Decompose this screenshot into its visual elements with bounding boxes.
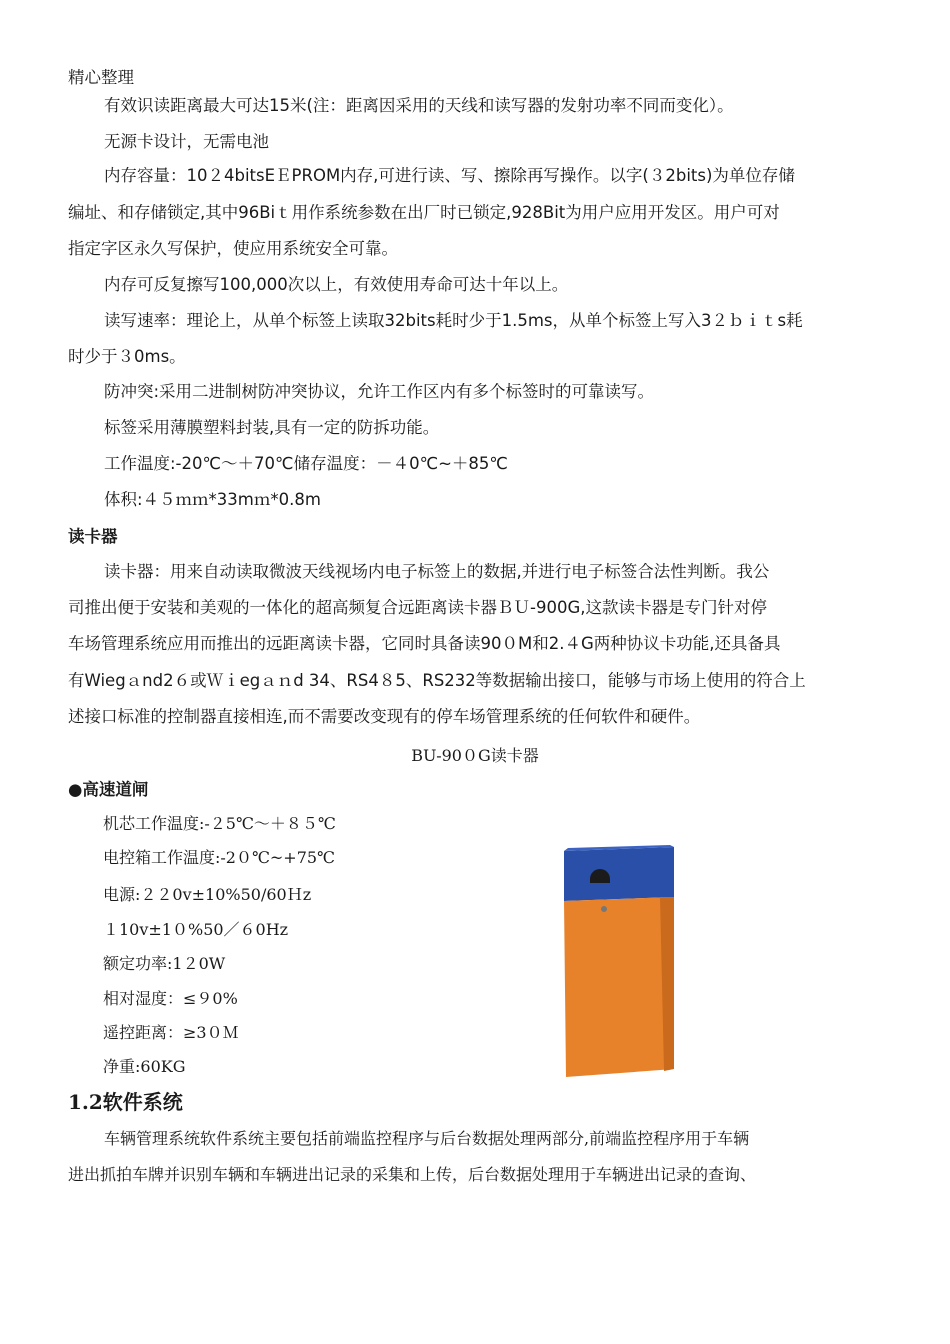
gate-spec-line: １10v±1０%50／６0Hz xyxy=(103,920,289,939)
tag-spec-line: 工作温度:-20℃～＋70℃储存温度：－４0℃~＋85℃ xyxy=(104,454,508,473)
tag-spec-line: 体积:４５ｍｍ*33mｍ*0.8m xyxy=(104,490,321,509)
reader-paragraph-line: 读卡器：用来自动读取微波天线视场内电子标签上的数据,并进行电子标签合法性判断。我公 xyxy=(104,562,770,581)
gate-spec-line: 遥控距离：≥3０Ｍ xyxy=(103,1023,239,1042)
tag-spec-line: 有效识读距离最大可达15米(注：距离因采用的天线和读写器的发射功率不同而变化）。 xyxy=(104,96,734,115)
tag-spec-line: 防冲突:采用二进制树防冲突协议，允许工作区内有多个标签时的可靠读写。 xyxy=(104,382,655,401)
tag-spec-line: 时少于３0ms。 xyxy=(68,347,186,366)
gate-heading: ●高速道闸 xyxy=(68,780,149,799)
tag-spec-line: 指定字区永久写保护，使应用系统安全可靠。 xyxy=(68,239,398,258)
gate-cabinet-top xyxy=(564,847,674,901)
gate-lock-icon xyxy=(601,906,607,912)
software-paragraph-line: 车辆管理系统软件系统主要包括前端监控程序与后台数据处理两部分,前端监控程序用于车辆 xyxy=(104,1129,750,1148)
barrier-gate-image xyxy=(560,845,680,1083)
software-heading: 1.2软件系统 xyxy=(68,1090,183,1114)
reader-caption: BU-90０G读卡器 xyxy=(411,746,539,765)
tag-spec-line: 内存容量：10２4bitsEＥPROM内存,可进行读、写、擦除再写操作。以字(３2bits)为单位存储 xyxy=(104,166,795,185)
tag-spec-line: 内存可反复擦写100,000次以上，有效使用寿命可达十年以上。 xyxy=(104,275,569,294)
reader-paragraph-line: 车场管理系统应用而推出的远距离读卡器，它同时具备读90０M和2.４G两种协议卡功能,还具备具 xyxy=(68,634,781,653)
header-label: 精心整理 xyxy=(68,68,134,87)
gate-cabinet-body xyxy=(564,897,674,1077)
tag-spec-line: 无源卡设计，无需电池 xyxy=(104,132,269,151)
gate-spec-line: 电源:２２0v±10%50/60Ｈz xyxy=(103,885,312,904)
gate-spec-line: 电控箱工作温度:-2０℃~+75℃ xyxy=(103,848,335,867)
tag-spec-line: 标签采用薄膜塑料封装,具有一定的防拆功能。 xyxy=(104,418,440,437)
reader-paragraph-line: 有Wiegａnd2６或Ｗｉegａｎd 34、RS4８5、RS232等数据输出接口，能够与市场上使用的符合上 xyxy=(68,671,806,690)
gate-spec-line: 净重:60KG xyxy=(103,1057,186,1076)
tag-spec-line: 读写速率：理论上，从单个标签上读取32bits耗时少于1.5ms，从单个标签上写入3２ｂｉｔs耗 xyxy=(104,311,803,330)
reader-paragraph-line: 述接口标准的控制器直接相连,而不需要改变现有的停车场管理系统的任何软件和硬件。 xyxy=(68,707,701,726)
tag-spec-line: 编址、和存储锁定,其中96Biｔ用作系统参数在出厂时已锁定,928Bit为用户应用开发区。用户可对 xyxy=(68,203,780,222)
gate-spec-line: 相对湿度：≤９0% xyxy=(103,989,238,1008)
reader-paragraph-line: 司推出便于安装和美观的一体化的超高频复合远距离读卡器ＢＵ-900G,这款读卡器是专门针对停 xyxy=(68,598,767,617)
gate-spec-line: 机芯工作温度:-２5℃～＋８５℃ xyxy=(103,814,336,833)
reader-heading: 读卡器 xyxy=(68,527,118,546)
gate-spec-line: 额定功率:1２0W xyxy=(103,954,226,973)
software-paragraph-line: 进出抓拍车牌并识别车辆和车辆进出记录的采集和上传，后台数据处理用于车辆进出记录的查询、 xyxy=(68,1165,757,1184)
